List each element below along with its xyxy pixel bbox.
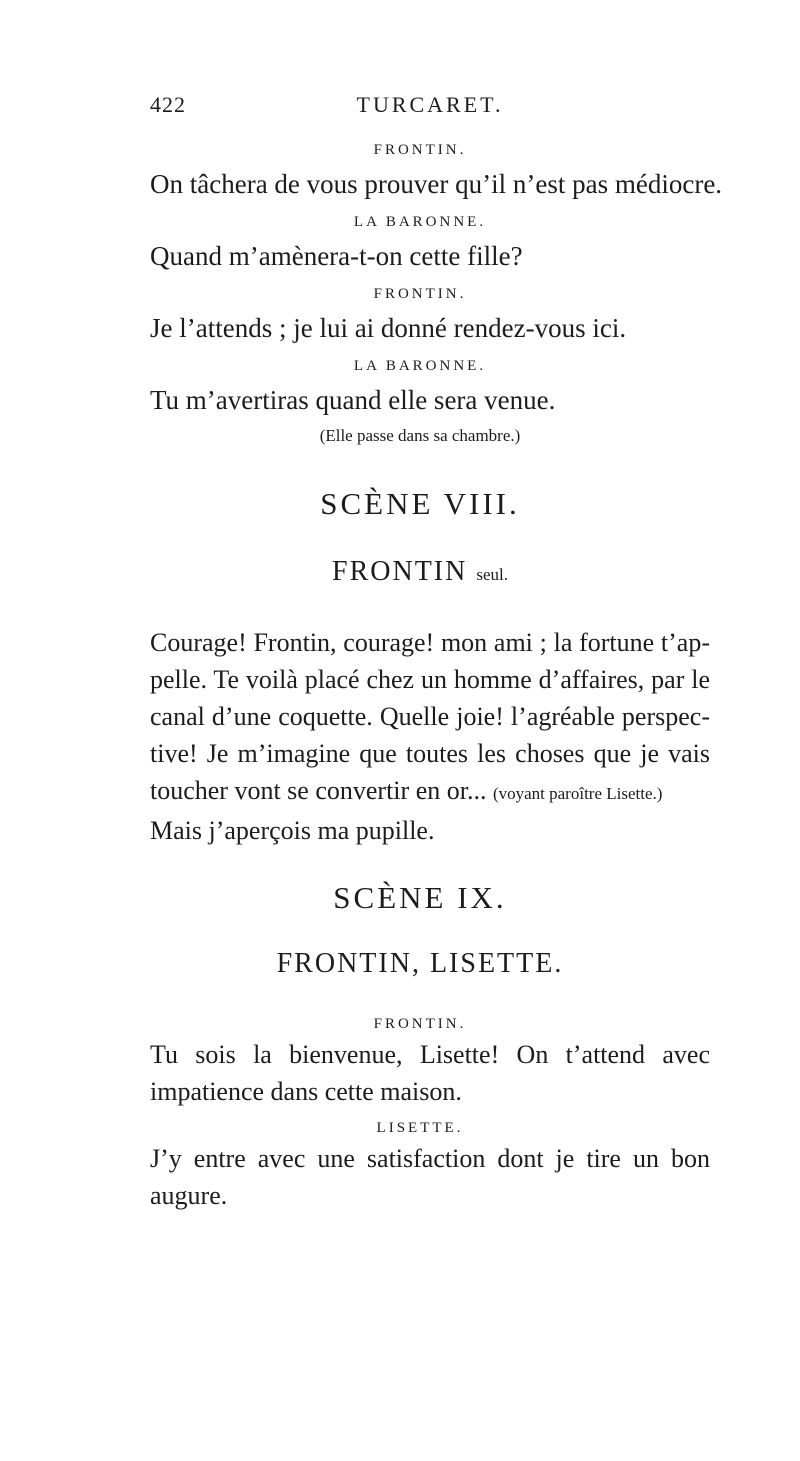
text-line: canal d’une coquette. Quelle joie! l’agréable perspec-	[150, 702, 710, 731]
speaker-label: LA BARONNE.	[353, 214, 487, 230]
speaker-label: FRONTIN.	[373, 1016, 467, 1032]
text-fragment: toucher vont se convertir en or...	[150, 776, 487, 805]
scene-title: SCÈNE VIII.	[320, 486, 520, 521]
dialogue-line: Je l’attends ; je lui ai donné rendez-vous ici.	[150, 313, 627, 343]
text-line: impatience dans cette maison.	[150, 1077, 462, 1106]
dialogue-line: On tâchera de vous prouver qu’il n’est pas médiocre.	[150, 169, 723, 199]
text-line: Tu sois la bienvenue, Lisette! On t’attend avec	[150, 1040, 710, 1069]
scene-characters	[150, 556, 690, 588]
page-number: 422	[150, 92, 186, 117]
dialogue-line: Tu m’avertiras quand elle sera venue.	[150, 385, 556, 415]
monologue	[150, 624, 710, 849]
speaker-label: LA BARONNE.	[353, 358, 487, 374]
speech	[150, 1140, 710, 1214]
running-title: TURCARET.	[356, 92, 504, 117]
dialogue-line: Quand m’amènera-t-on cette fille?	[150, 241, 523, 271]
character-note: seul.	[476, 565, 508, 584]
page-header	[150, 92, 710, 126]
scene-title: SCÈNE IX.	[333, 880, 507, 915]
text-line: pelle. Te voilà placé chez un homme d’affaires, par le	[150, 665, 710, 694]
stage-direction: (Elle passe dans sa chambre.)	[319, 426, 521, 445]
scene-characters: FRONTIN, LISETTE.	[276, 948, 564, 979]
text-line: J’y entre avec une satisfaction dont je tire un bon	[150, 1144, 710, 1173]
speaker-label: LISETTE.	[376, 1120, 464, 1136]
inline-stage-direction: (voyant paroître Lisette.)	[492, 784, 663, 803]
text-line: Mais j’aperçois ma pupille.	[150, 816, 435, 845]
text-line: tive! Je m’imagine que toutes les choses que je vais	[150, 739, 710, 768]
text-line: augure.	[150, 1181, 228, 1210]
speech	[150, 1036, 710, 1110]
text-line: Courage! Frontin, courage! mon ami ; la fortune t’ap-	[150, 628, 710, 657]
speaker-label: FRONTIN.	[373, 142, 467, 158]
speaker-label: FRONTIN.	[373, 286, 467, 302]
text-line	[150, 772, 710, 812]
character-name: FRONTIN	[332, 556, 468, 587]
